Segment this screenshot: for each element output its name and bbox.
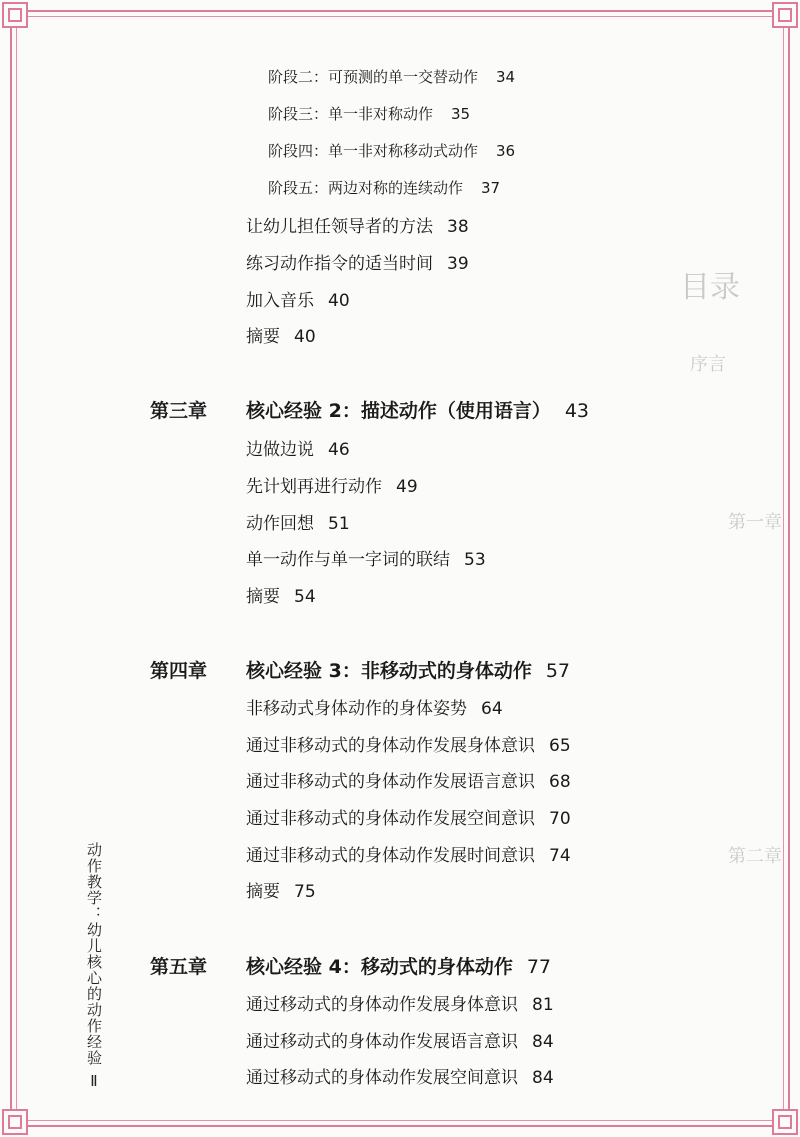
entry-title: 动作回想	[246, 514, 314, 534]
chapter-label: 第五章	[150, 956, 208, 978]
entry-title: 练习动作指令的适当时间	[246, 254, 433, 274]
toc-entry[interactable]	[246, 731, 571, 756]
chapter-title: 核心经验 2：描述动作（使用语言）	[246, 400, 551, 422]
bleed-through-text: 第一章	[728, 512, 782, 533]
page-number: 40	[294, 327, 316, 347]
page-number: 65	[549, 736, 571, 756]
entry-title: 通过非移动式的身体动作发展身体意识	[246, 736, 535, 756]
page-number: 46	[328, 440, 350, 460]
chapter-label: 第四章	[150, 660, 208, 682]
entry-title: 摘要	[246, 587, 280, 607]
entry-title: 阶段五：两边对称的连续动作	[268, 179, 464, 197]
corner-ornament	[772, 1109, 798, 1135]
entry-title: 非移动式身体动作的身体姿势	[246, 699, 467, 719]
bleed-through-text: 序言	[690, 354, 726, 375]
page-number: 40	[328, 291, 350, 311]
entry-title: 摘要	[246, 327, 280, 347]
page-number: 54	[294, 587, 316, 607]
entry-title: 加入音乐	[246, 291, 314, 311]
chapter-title: 核心经验 3：非移动式的身体动作	[246, 660, 532, 682]
page-number: 84	[532, 1032, 554, 1052]
entry-title: 单一动作与单一字词的联结	[246, 550, 450, 570]
corner-ornament	[2, 1109, 28, 1135]
toc-entry[interactable]	[246, 767, 571, 792]
toc-entry[interactable]	[246, 582, 316, 607]
entry-title: 通过非移动式的身体动作发展空间意识	[246, 809, 535, 829]
toc-entry[interactable]	[246, 841, 571, 866]
toc-chapter[interactable]	[150, 396, 589, 423]
entry-title: 先计划再进行动作	[246, 477, 382, 497]
page-number: 43	[564, 400, 590, 422]
toc-entry[interactable]	[246, 1063, 554, 1088]
toc-chapter[interactable]	[150, 656, 570, 683]
page-number: 77	[526, 956, 552, 978]
page-number: 35	[451, 105, 471, 123]
toc-entry[interactable]	[246, 1027, 554, 1052]
page-number: 38	[447, 217, 469, 237]
page-number: 36	[496, 142, 516, 160]
entry-title: 通过移动式的身体动作发展语言意识	[246, 1032, 518, 1052]
toc-entry[interactable]	[268, 66, 515, 87]
toc-entry[interactable]	[246, 804, 571, 829]
page-number: 70	[549, 809, 571, 829]
toc-entry[interactable]	[246, 435, 350, 460]
page-number: 74	[549, 846, 571, 866]
toc-entry[interactable]	[268, 177, 500, 198]
toc-entry[interactable]	[246, 249, 469, 274]
page-number: 53	[464, 550, 486, 570]
page-number: 39	[447, 254, 469, 274]
toc-entry[interactable]	[246, 472, 418, 497]
toc-entry[interactable]	[246, 694, 503, 719]
toc-entry[interactable]	[246, 545, 486, 570]
toc-entry[interactable]	[246, 509, 350, 534]
page-number: 81	[532, 995, 554, 1015]
entry-title: 阶段四：单一非对称移动式动作	[268, 142, 479, 160]
toc-entry[interactable]	[246, 990, 554, 1015]
chapter-label: 第三章	[150, 400, 208, 422]
entry-title: 让幼儿担任领导者的方法	[246, 217, 433, 237]
page-number: 34	[496, 68, 516, 86]
toc-entry[interactable]	[246, 212, 469, 237]
bleed-through-text: 第二章	[728, 846, 782, 867]
entry-title: 阶段二：可预测的单一交替动作	[268, 68, 479, 86]
entry-title: 通过非移动式的身体动作发展时间意识	[246, 846, 535, 866]
toc-entry[interactable]	[246, 322, 316, 347]
toc-entry[interactable]	[268, 140, 515, 161]
toc-entry[interactable]	[268, 103, 470, 124]
page-number: 37	[481, 179, 501, 197]
page-number: 49	[396, 477, 418, 497]
page-number: 64	[481, 699, 503, 719]
entry-title: 通过移动式的身体动作发展身体意识	[246, 995, 518, 1015]
toc-entry[interactable]	[246, 877, 316, 902]
page-number: 68	[549, 772, 571, 792]
running-head: 动作教学：幼儿核心的动作经验 Ⅱ	[85, 842, 103, 1091]
page-number: 57	[545, 660, 571, 682]
entry-title: 边做边说	[246, 440, 314, 460]
entry-title: 阶段三：单一非对称动作	[268, 105, 434, 123]
corner-ornament	[2, 2, 28, 28]
page-number: 51	[328, 514, 350, 534]
entry-title: 通过非移动式的身体动作发展语言意识	[246, 772, 535, 792]
entry-title: 摘要	[246, 882, 280, 902]
bleed-through-text: 目录	[680, 270, 740, 305]
toc-entry[interactable]	[246, 286, 350, 311]
chapter-title: 核心经验 4：移动式的身体动作	[246, 956, 513, 978]
entry-title: 通过移动式的身体动作发展空间意识	[246, 1068, 518, 1088]
page-number: 75	[294, 882, 316, 902]
page-number: 84	[532, 1068, 554, 1088]
corner-ornament	[772, 2, 798, 28]
toc-chapter[interactable]	[150, 952, 551, 979]
